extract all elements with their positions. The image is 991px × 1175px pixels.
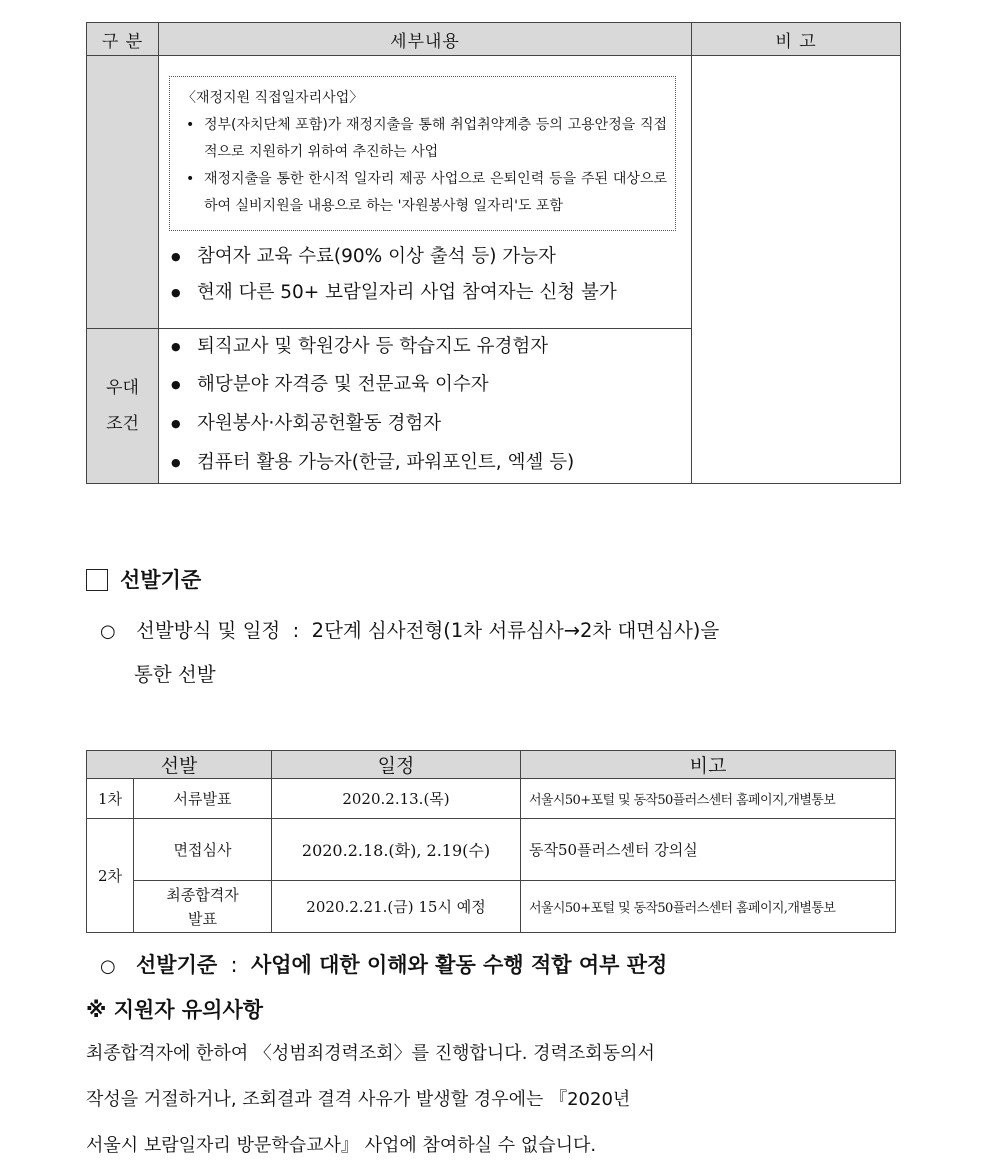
eligibility-table (86, 22, 901, 484)
preferred-details-cell (159, 329, 692, 484)
schedule-row (87, 779, 896, 819)
notice-title: ※ 지원자 유의사항 (86, 998, 264, 1022)
note-box-title: 〈재정지원 직접일자리사업〉 (182, 90, 364, 106)
notice-line: 서울시 보람일자리 방문학습교사』 사업에 참여하실 수 없습니다. (86, 1135, 597, 1156)
section-heading (86, 563, 201, 597)
date-cell: 2020.2.21.(금) 15시 예정 (272, 881, 521, 933)
selection-method-colon: : (292, 619, 300, 642)
header-category: 구 분 (87, 23, 159, 56)
header-schedule: 일정 (272, 751, 521, 779)
selection-criteria-colon: : (230, 953, 238, 977)
item-cell: 서류발표 (134, 779, 272, 819)
requirement-category-cell (87, 56, 159, 329)
preferred-category-label: 조건 (106, 414, 139, 434)
schedule-table (86, 750, 896, 933)
preferred-category-label: 우대 (106, 378, 139, 398)
schedule-table-header (87, 751, 896, 779)
requirement-details-cell (159, 56, 692, 329)
header-note: 비고 (521, 751, 896, 779)
selection-criteria-text: 사업에 대한 이해와 활동 수행 적합 여부 판정 (250, 953, 668, 977)
eligibility-table-header (87, 23, 901, 56)
item-cell-line: 최종합격자 (166, 885, 239, 904)
requirement-row (87, 56, 901, 329)
section-heading-text: 선발기준 (120, 568, 202, 592)
item-cell: 면접심사 (134, 819, 272, 881)
requirement-item: ● 현재 다른 50+ 보람일자리 사업 참여자는 신청 불가 (159, 275, 691, 311)
selection-criteria (100, 945, 667, 987)
selection-method (100, 609, 910, 654)
preferred-item: ● 해당분야 자격증 및 전문교육 이수자 (159, 365, 691, 405)
schedule-row (87, 819, 896, 881)
notice-paragraph (86, 1031, 655, 1169)
remarks-cell (692, 56, 901, 484)
note-box (169, 76, 676, 231)
selection-criteria-label: 선발기준 (136, 953, 218, 977)
notice-line: 최종합격자에 한하여 〈성범죄경력조회〉를 진행합니다. 경력조회동의서 (86, 1043, 655, 1064)
note-cell: 서울시50+포털 및 동작50플러스센터 홈페이지,개별통보 (521, 881, 896, 933)
stage-cell: 1차 (87, 779, 134, 819)
stage-cell: 2차 (87, 819, 134, 933)
header-details: 세부내용 (159, 23, 692, 56)
header-remarks: 비 고 (692, 23, 901, 56)
preferred-category-cell (87, 329, 159, 484)
requirement-item: ● 참여자 교육 수료(90% 이상 출석 등) 가능자 (159, 239, 691, 275)
preferred-item: ● 퇴직교사 및 학원강사 등 학습지도 유경험자 (159, 329, 691, 365)
note-box-item: • 재정지출을 통한 한시적 일자리 제공 사업으로 은퇴인력 등을 주된 대상으로 하여 실비지원을 내용으로 하는 '자원봉사형 일자리'도 포함 (182, 166, 667, 220)
selection-method-continued: 통한 선발 (134, 663, 216, 686)
date-cell: 2020.2.13.(목) (272, 779, 521, 819)
selection-method-text: 2단계 심사전형(1차 서류심사→2차 대면심사)을 (311, 619, 720, 642)
date-cell: 2020.2.18.(화), 2.19(수) (272, 819, 521, 881)
checkbox-square-icon (86, 569, 108, 591)
circle-bullet-icon: ○ (100, 621, 116, 642)
notice-line: 작성을 거절하거나, 조회결과 결격 사유가 발생할 경우에는 『2020년 (86, 1089, 631, 1110)
item-cell-line: 발표 (188, 909, 217, 928)
preferred-item: ● 컴퓨터 활용 가능자(한글, 파워포인트, 엑셀 등) (159, 443, 691, 483)
selection-method-label: 선발방식 및 일정 (136, 619, 281, 642)
note-cell: 동작50플러스센터 강의실 (521, 819, 896, 881)
header-selection: 선발 (87, 751, 272, 779)
note-cell: 서울시50+포털 및 동작50플러스센터 홈페이지,개별통보 (521, 779, 896, 819)
schedule-row (87, 881, 896, 933)
preferred-item: ● 자원봉사·사회공헌활동 경험자 (159, 405, 691, 443)
note-box-item: • 정부(자치단체 포함)가 재정지출을 통해 취업취약계층 등의 고용안정을 직접적으로 지원하기 위하여 추진하는 사업 (182, 112, 667, 166)
item-cell (134, 881, 272, 933)
circle-bullet-icon: ○ (100, 956, 116, 977)
